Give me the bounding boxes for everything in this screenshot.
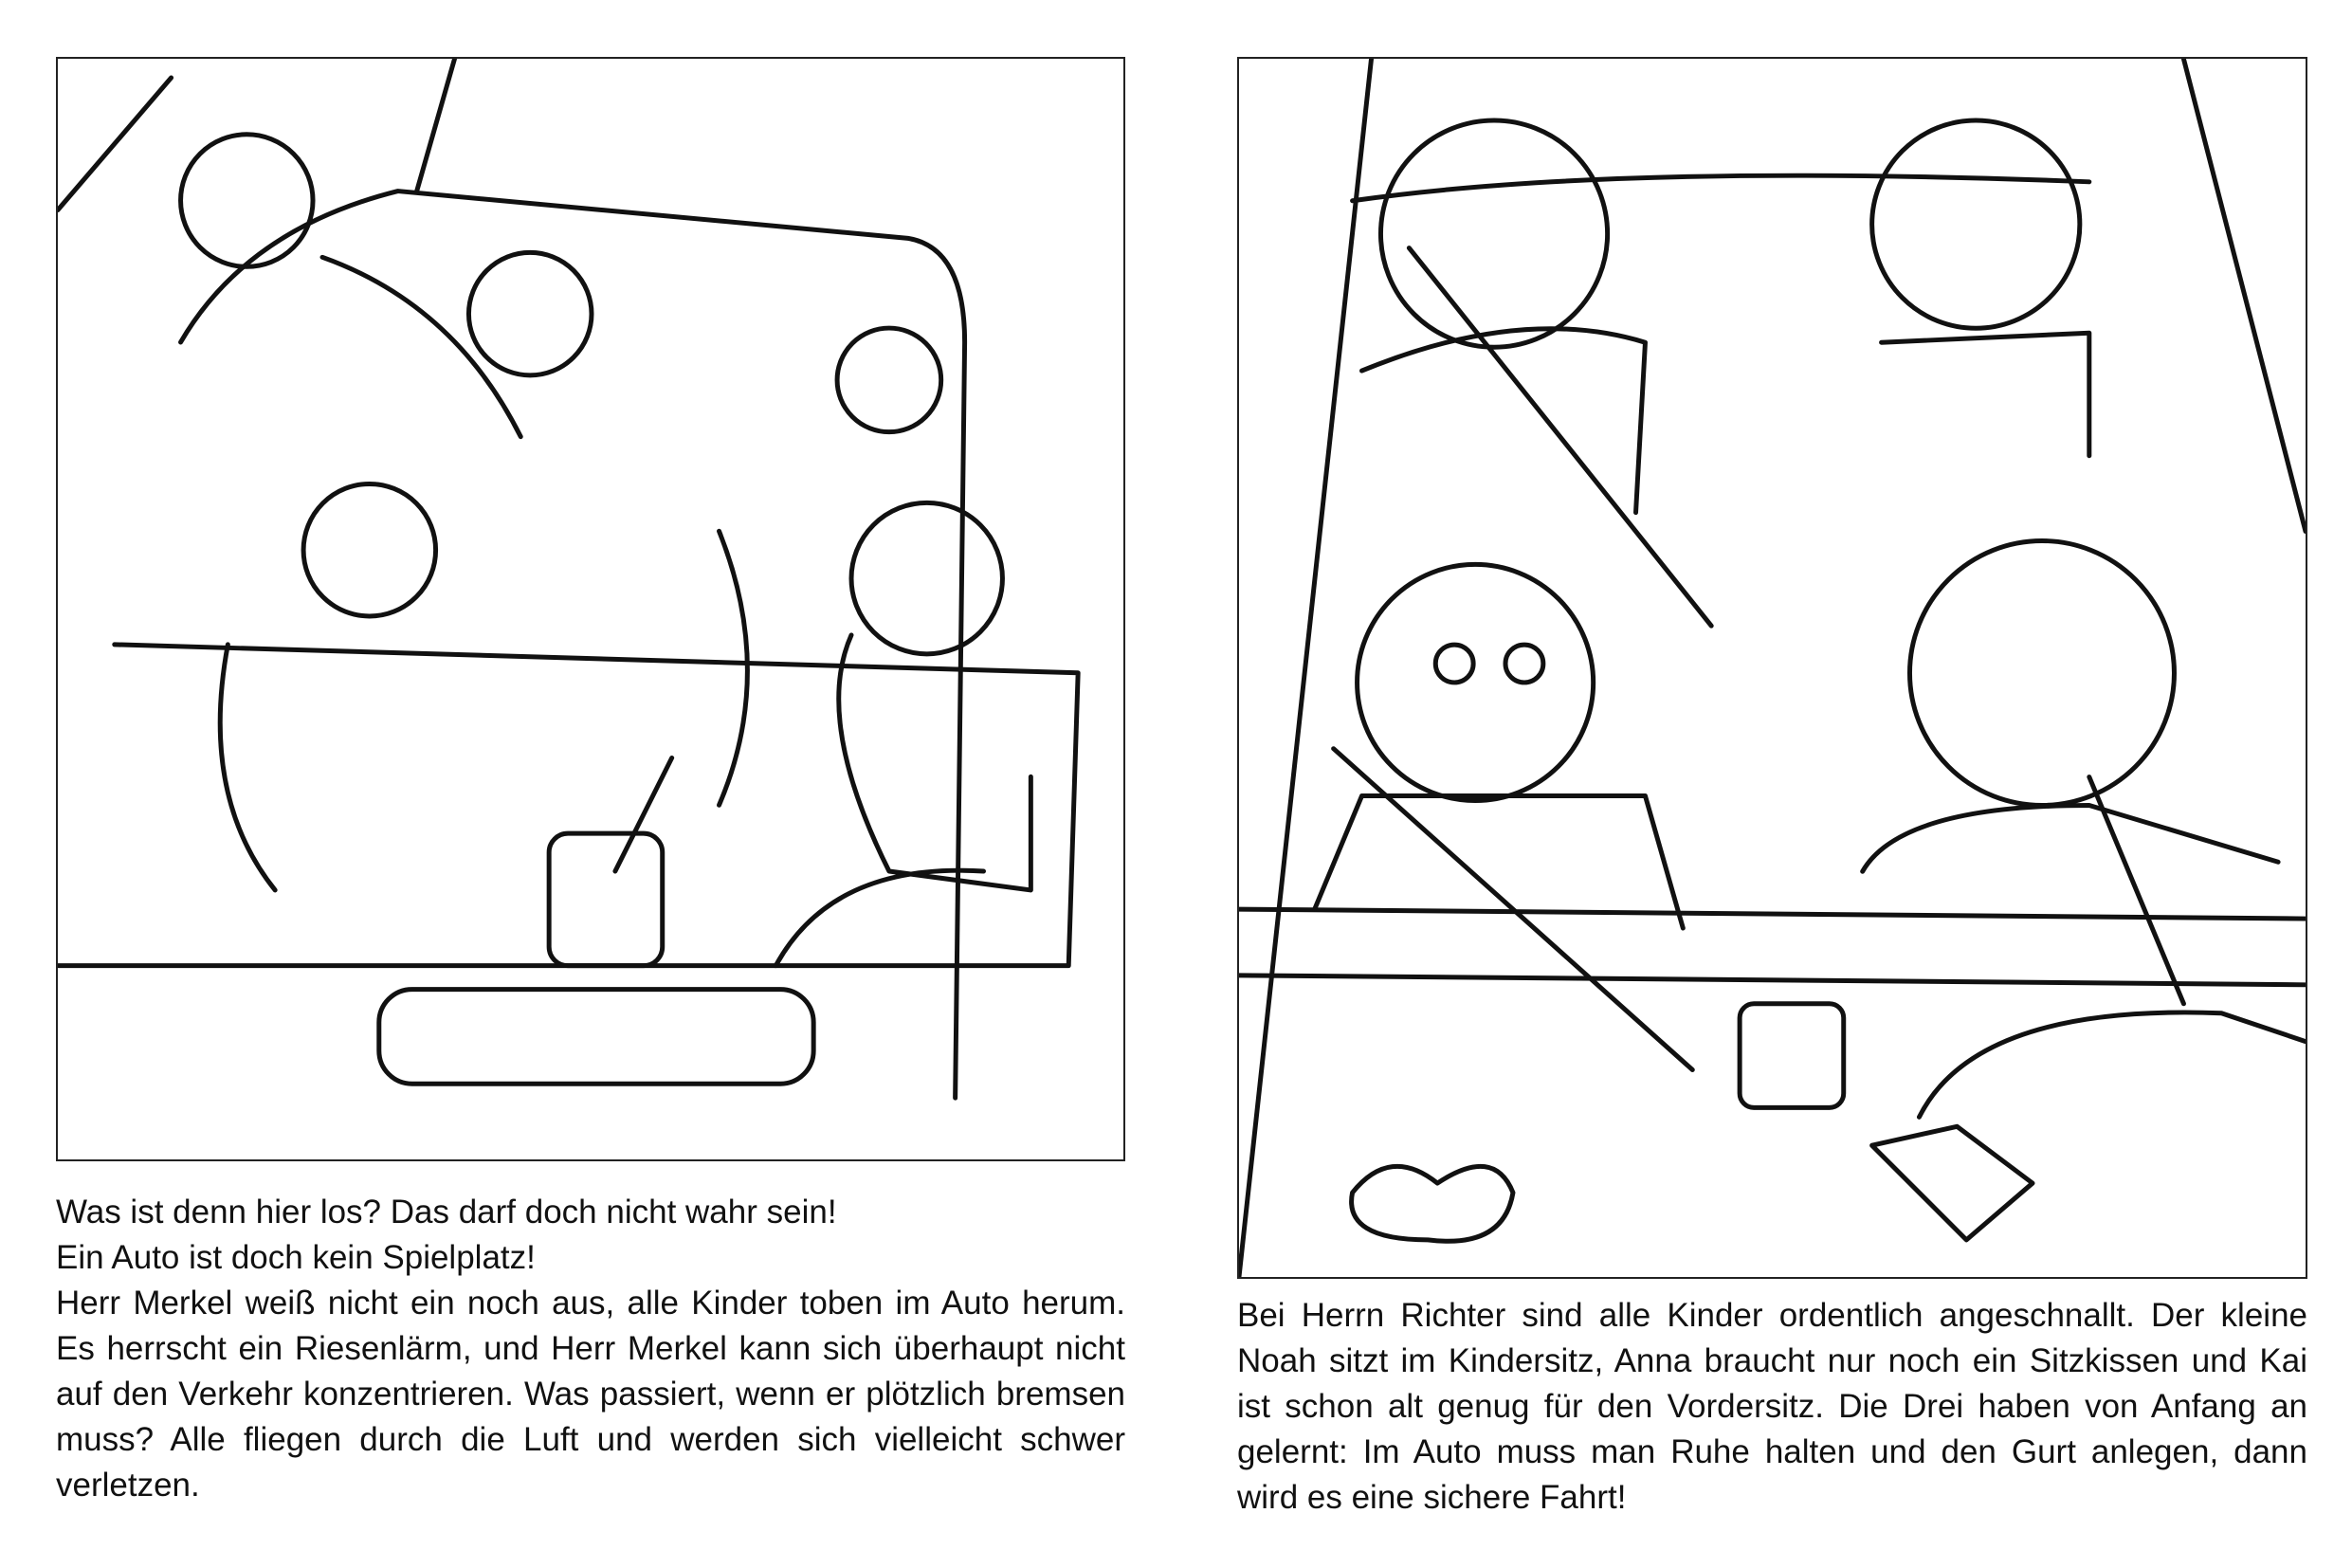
juice-box xyxy=(1872,1126,2033,1240)
car-frame xyxy=(1239,59,2306,1276)
caption-paragraph: Bei Herrn Richter sind alle Kinder ordentlich angeschnallt. Der kleine Noah sitzt im Kindersitz, Anna braucht nur noch ein Sitzkissen und Kai ist schon alt genug für den Vordersitz. Die Drei haben von Anfang an gelernt: Im Auto muss man Ruhe halten und den Gurt anlegen, dann wird es eine sichere Fahrt! xyxy=(1237,1297,2307,1516)
windshield-frame xyxy=(58,59,965,1098)
left-illustration xyxy=(56,57,1125,1161)
bodies xyxy=(1315,329,2278,928)
left-caption xyxy=(56,1190,1125,1508)
right-illustration xyxy=(1237,57,2307,1279)
steering-wheel xyxy=(1919,1012,2306,1117)
child-head xyxy=(303,483,436,616)
gear-box xyxy=(1740,1004,1844,1108)
dashboard xyxy=(58,645,1078,966)
seatbelts xyxy=(1334,248,2184,1070)
driver-head xyxy=(851,502,1002,653)
safe-car-drawing xyxy=(1239,59,2306,1277)
steering-wheel xyxy=(775,870,983,965)
caption-line: Ein Auto ist doch kein Spielplatz! xyxy=(56,1239,536,1276)
right-caption xyxy=(1237,1293,2307,1521)
gear-box xyxy=(549,833,663,966)
caption-line: Was ist denn hier los? Das darf doch nicht wahr sein! xyxy=(56,1194,837,1231)
children-bodies xyxy=(220,257,1030,890)
child-head xyxy=(181,135,314,267)
mirror xyxy=(379,990,813,1085)
driver-head xyxy=(1909,540,2174,805)
chaotic-car-drawing xyxy=(58,59,1123,1159)
kai-head xyxy=(1358,564,1594,800)
glasses xyxy=(1505,645,1543,683)
caption-paragraph: Herr Merkel weiß nicht ein noch aus, alle Kinder toben im Auto herum. Es herrscht ein Riesenlärm, und Herr Merkel kann sich überhaupt nicht auf den Verkehr konzentrieren. Was passiert, wenn er plötzlich bremsen muss? Alle fliegen durch die Luft und werden sich vielleicht schwer verletzen. xyxy=(56,1285,1125,1504)
anna-head xyxy=(1380,120,1607,347)
noah-head xyxy=(1872,120,2080,328)
heart-cushion xyxy=(1352,1166,1513,1241)
child-head xyxy=(468,252,592,375)
dashboard xyxy=(1239,909,2306,985)
child-head xyxy=(837,328,941,432)
glasses xyxy=(1435,645,1473,683)
